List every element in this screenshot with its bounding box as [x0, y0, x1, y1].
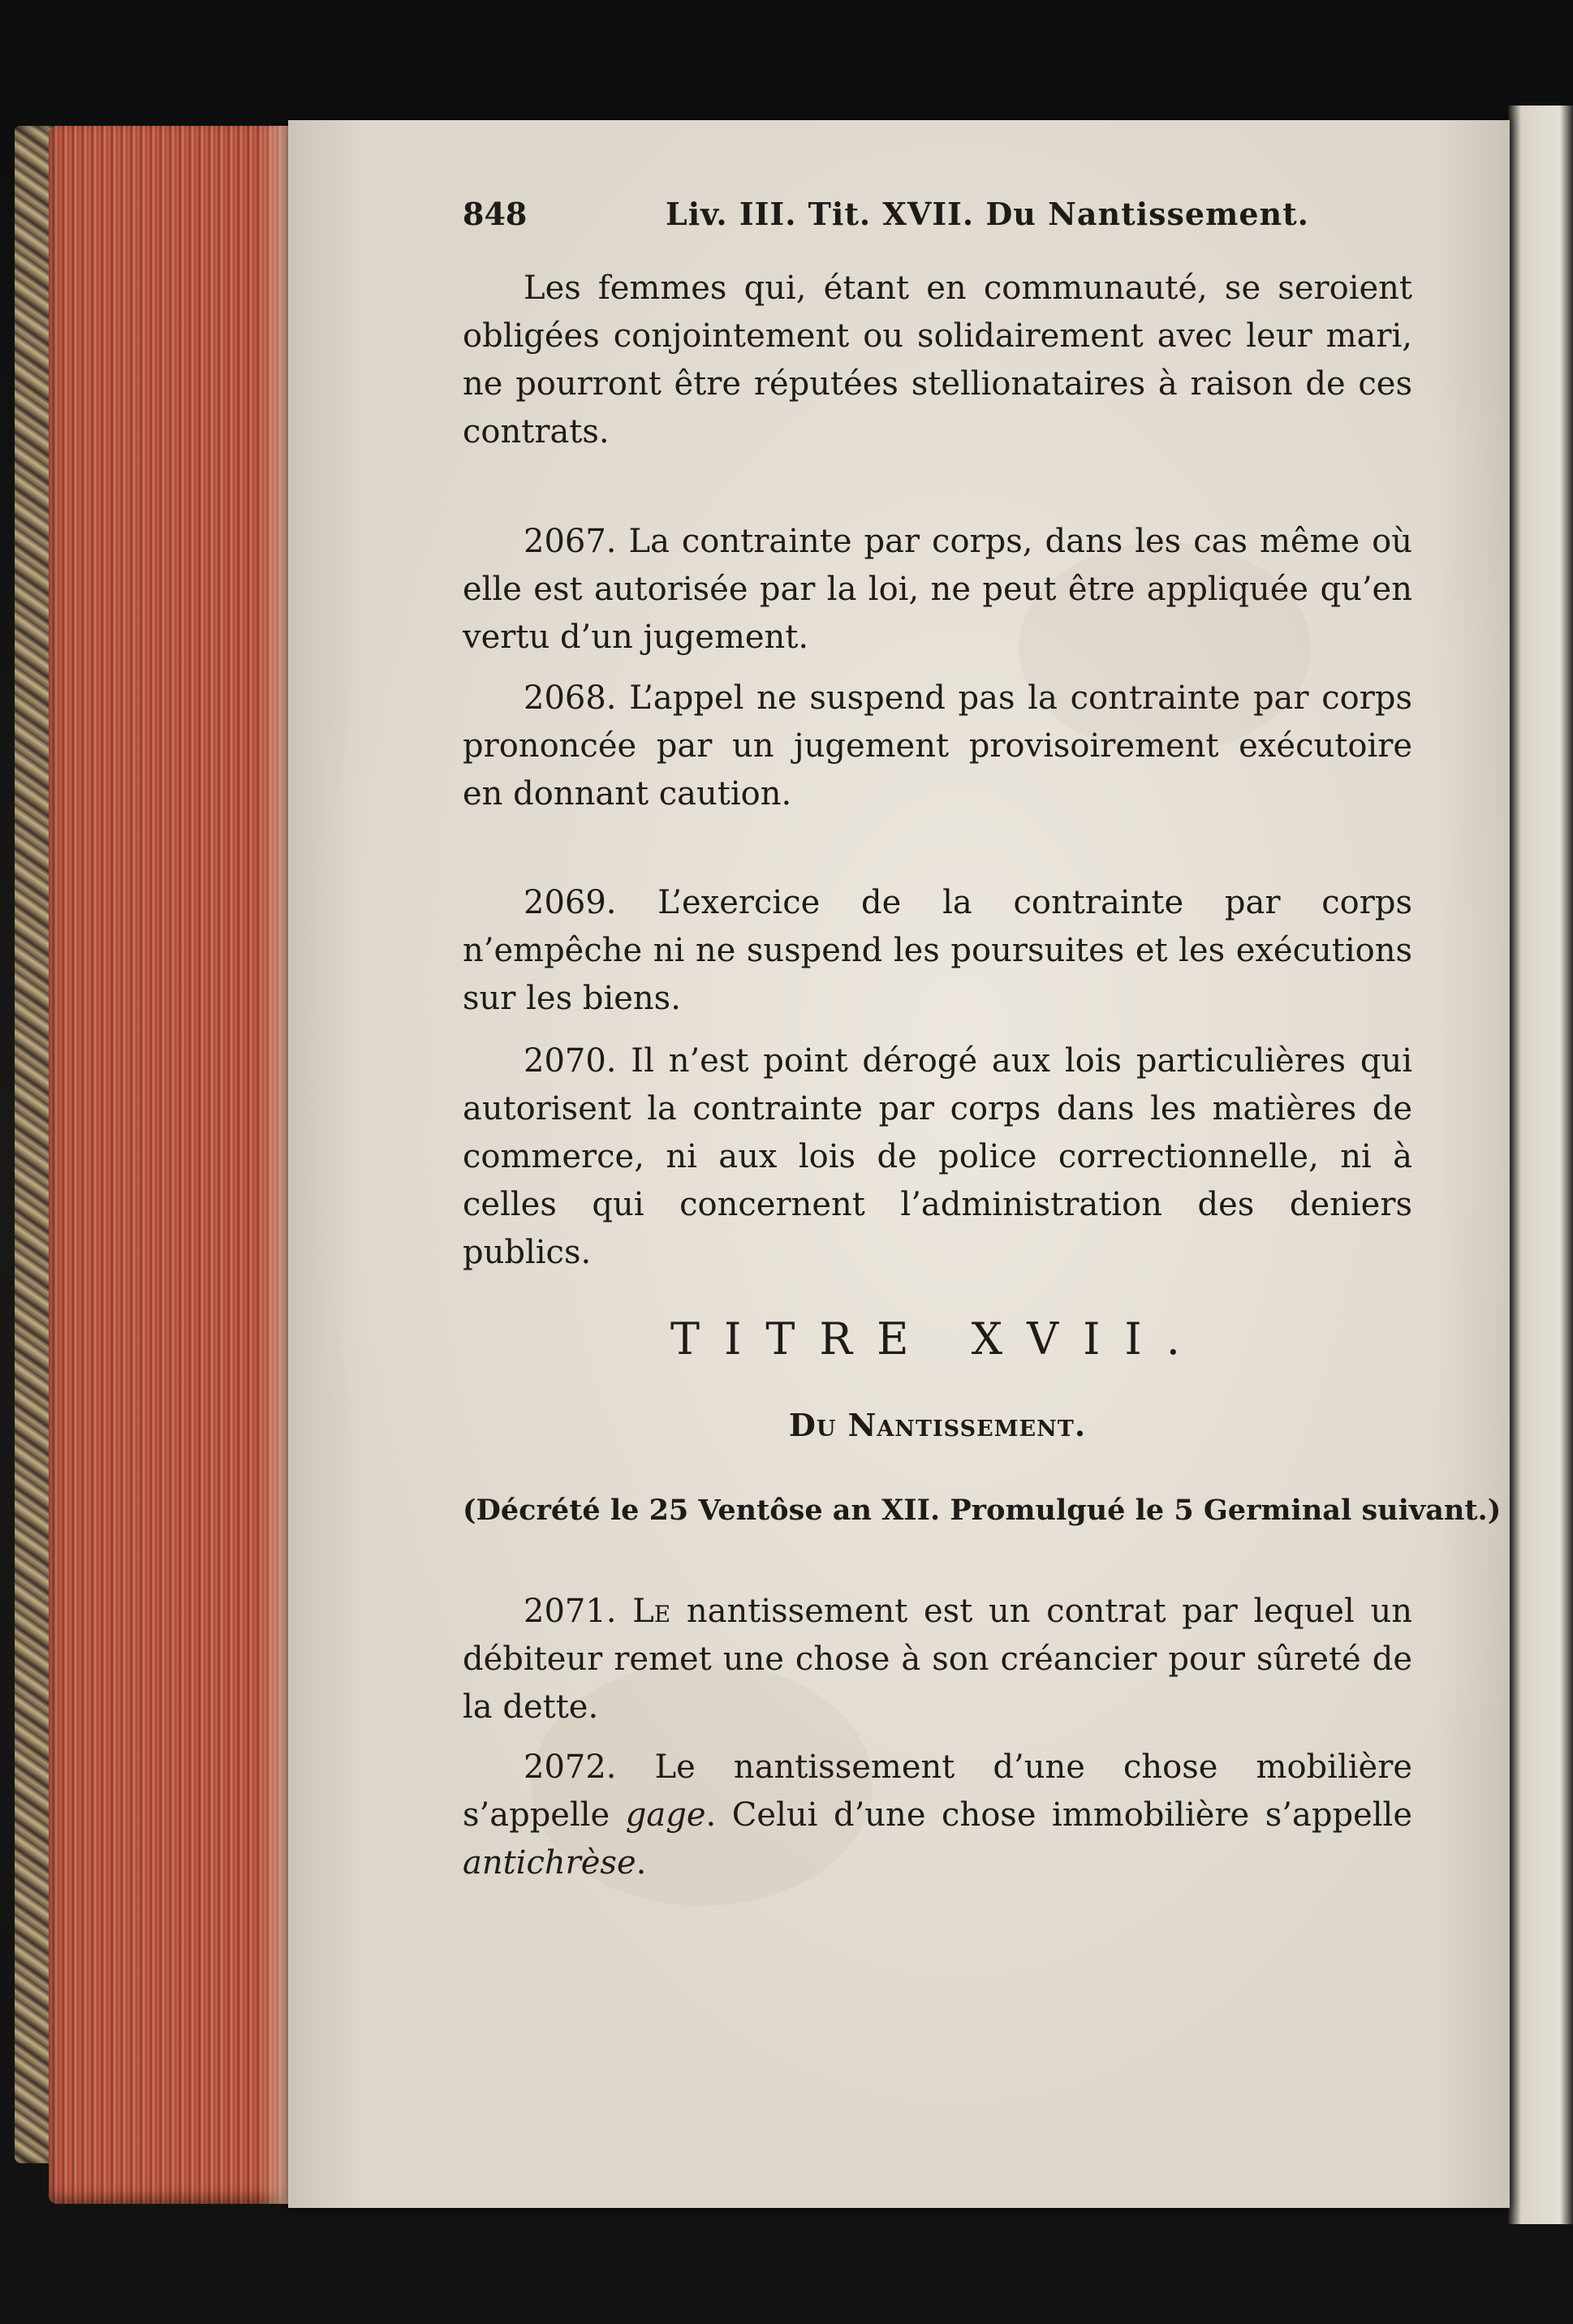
- article-text: Le nantissement d’une chose mobilière s’appelle: [463, 1748, 1413, 1834]
- term-gage: gage: [625, 1796, 706, 1834]
- titre-subtitle: Du Nantissement.: [788, 1407, 1087, 1443]
- paragraph-continuation: Les femmes qui, étant en communauté, se seroient obligées conjointement ou solidairement avec leur mari, ne pourront être réputées stellionataires à raison de ces contrats.: [463, 269, 1412, 451]
- running-header: [463, 196, 1453, 241]
- next-page-edge: [1508, 106, 1573, 2224]
- article-2067: 2067. La contrainte par corps, dans les cas même où elle est autorisée par la loi, ne peut être appliquée qu’en vertu d’un jugement.: [463, 523, 1412, 656]
- article-lead-word: Le: [632, 1593, 671, 1630]
- article-number: 2071.: [524, 1593, 617, 1630]
- book-page: [288, 120, 1510, 2208]
- page-number: 848: [463, 196, 528, 232]
- page-edges: [49, 126, 292, 2204]
- titre-heading: TITRE XVII.: [670, 1313, 1205, 1365]
- article-2071: [463, 1588, 1412, 1731]
- article-text: .: [636, 1844, 647, 1882]
- article-text: nantissement est un contrat par lequel un débiteur remet une chose à son créancier pour sûreté de la dette.: [463, 1593, 1412, 1726]
- article-2072: [463, 1744, 1412, 1887]
- article-text: . Celui d’une chose immobilière s’appelle: [705, 1796, 1412, 1834]
- decree-note: (Décrété le 25 Ventôse an XII. Promulgué le 5 Germinal suivant.): [463, 1494, 1502, 1527]
- article-2069: 2069. L’exercice de la contrainte par corps n’empêche ni ne suspend les poursuites et les exécutions sur les biens.: [463, 884, 1412, 1017]
- term-antichrese: antichrèse: [463, 1844, 636, 1882]
- running-title: Liv. III. Tit. XVII. Du Nantissement.: [666, 196, 1309, 232]
- article-2068: 2068. L’appel ne suspend pas la contrainte par corps prononcée par un jugement provisoirement exécutoire en donnant caution.: [463, 679, 1412, 813]
- article-2070: 2070. Il n’est point dérogé aux lois particulières qui autorisent la contrainte par corps dans les matières de commerce, ni aux lois de police correctionnelle, ni à celles qui concernent l’administration des deniers publics.: [463, 1042, 1412, 1271]
- article-number: 2072.: [524, 1748, 617, 1786]
